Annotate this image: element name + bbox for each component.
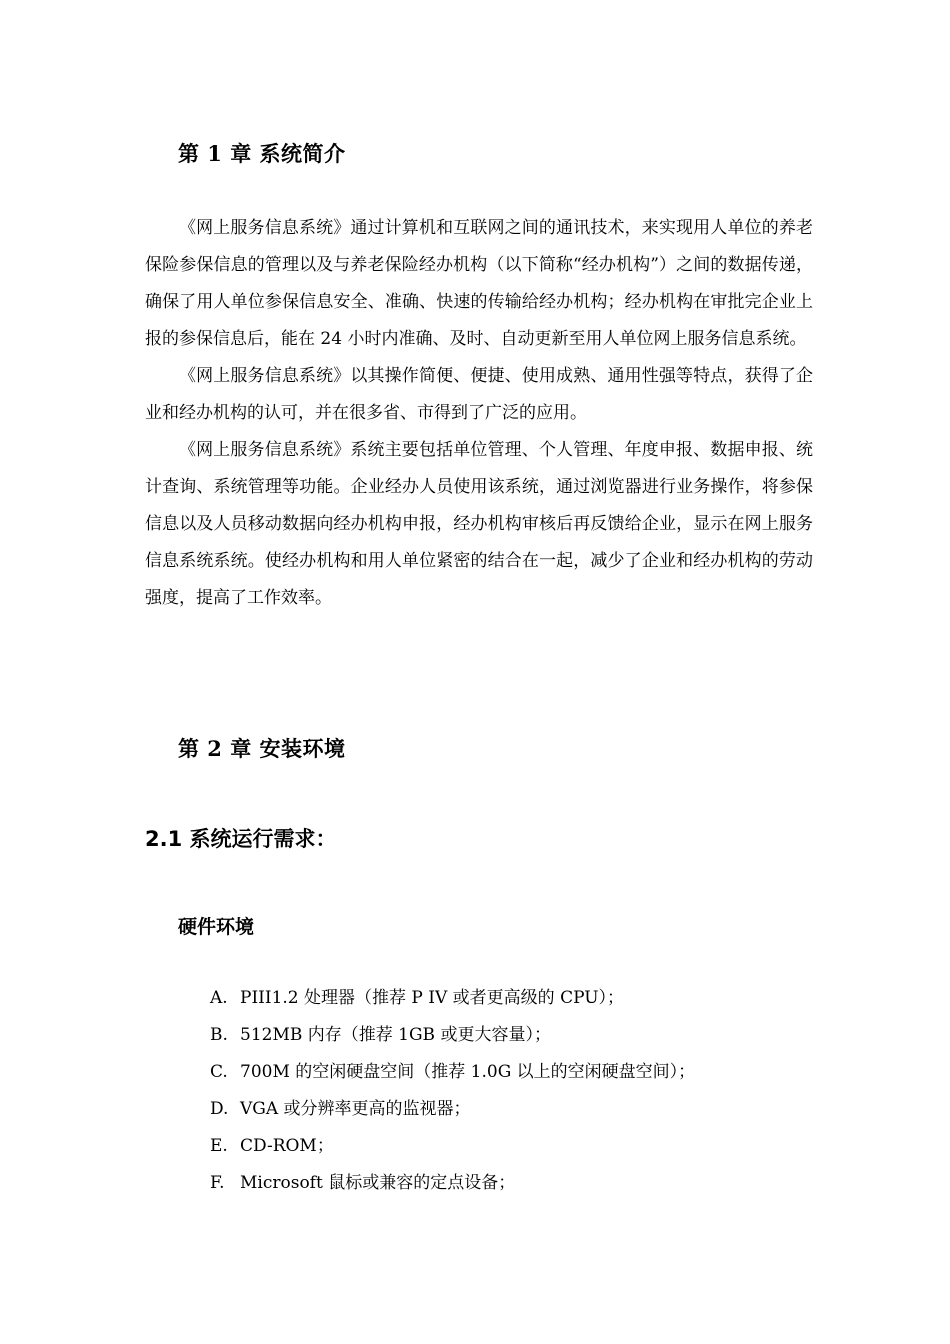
paragraph-functions: 《网上服务信息系统》系统主要包括单位管理、个人管理、年度申报、数据申报、统计查询、系统管理等功能。企业经办人员使用该系统，通过浏览器进行业务操作，将参保信息以及人员移动数据向经办机构申报，经办机构审核后再反馈给企业，显示在网上服务信息系统系统。使经办机构和用人单位紧密的结合在一起，减少了企业和经办机构的劳动强度，提高了工作效率。	[145, 440, 813, 608]
chapter-1-body	[145, 210, 813, 617]
hardware-requirements-list	[210, 980, 695, 1202]
list-item	[210, 980, 695, 1017]
list-item-text: PIII1.2 处理器（推荐 P IV 或者更高级的 CPU）；	[240, 988, 625, 1008]
list-marker: B.	[210, 1025, 228, 1045]
chapter-1-title: 第 1 章 系统简介	[178, 141, 346, 166]
hardware-environment-heading: 硬件环境	[178, 916, 255, 938]
list-marker: C.	[210, 1062, 228, 1082]
list-marker: A.	[210, 988, 228, 1008]
list-item-text: 512MB 内存（推荐 1GB 或更大容量）；	[240, 1025, 551, 1045]
list-item	[210, 1054, 695, 1091]
list-marker: F.	[210, 1173, 225, 1193]
paragraph-intro: 《网上服务信息系统》通过计算机和互联网之间的通讯技术，来实现用人单位的养老保险参保信息的管理以及与养老保险经办机构（以下简称“经办机构”）之间的数据传递，确保了用人单位参保信息安全、准确、快速的传输给经办机构；经办机构在审批完企业上报的参保信息后，能在 24 小时内准确、及时、自动更新至用人单位网上服务信息系统。	[145, 218, 813, 349]
list-item	[210, 1128, 695, 1165]
list-marker: D.	[210, 1099, 229, 1119]
chapter-2-title: 第 2 章 安装环境	[178, 736, 346, 761]
list-item-text: VGA 或分辨率更高的监视器；	[240, 1099, 471, 1119]
section-2-1-title: 2.1 系统运行需求：	[145, 827, 337, 851]
list-item-text: Microsoft 鼠标或兼容的定点设备；	[240, 1173, 516, 1193]
list-marker: E.	[210, 1136, 228, 1156]
list-item-text: 700M 的空闲硬盘空间（推荐 1.0G 以上的空闲硬盘空间）；	[240, 1062, 696, 1082]
list-item	[210, 1165, 695, 1202]
list-item-text: CD-ROM；	[240, 1136, 334, 1156]
list-item	[210, 1017, 695, 1054]
paragraph-features: 《网上服务信息系统》以其操作简便、便捷、使用成熟、通用性强等特点，获得了企业和经办机构的认可，并在很多省、市得到了广泛的应用。	[145, 366, 813, 423]
list-item	[210, 1091, 695, 1128]
